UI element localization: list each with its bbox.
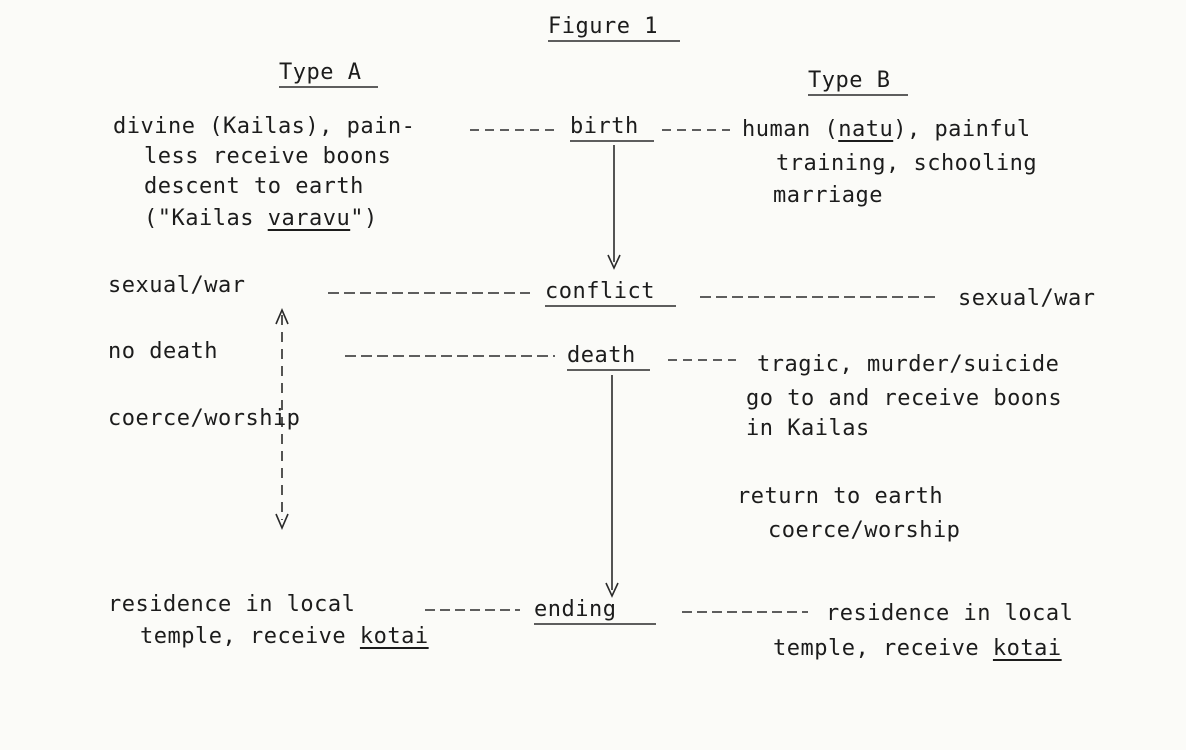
node-ending: ending xyxy=(534,597,617,622)
node-death: death xyxy=(567,343,636,368)
typeB-birth-line2: training, schooling xyxy=(776,151,1038,176)
typeB-birth-line1-pre: human ( xyxy=(742,117,839,142)
typeA-birth-line2: less receive boons xyxy=(144,144,392,169)
typeA-conflict: sexual/war xyxy=(108,273,246,298)
typeB-return-line2: coerce/worship xyxy=(768,518,961,543)
type-b-label: Type B xyxy=(808,68,891,93)
typeA-death: no death xyxy=(108,339,218,364)
typeA-birth-line4 xyxy=(144,204,378,234)
term-kotai-a: kotai xyxy=(359,624,429,649)
typeB-death-line1: tragic, murder/suicide xyxy=(757,352,1060,377)
typeB-death-line3: in Kailas xyxy=(746,416,870,441)
typeA-birth-line4-post: ") xyxy=(350,206,378,231)
term-natu: natu xyxy=(838,117,894,142)
typeA-death-extra: coerce/worship xyxy=(108,406,301,431)
typeB-birth-line3: marriage xyxy=(773,183,883,208)
node-conflict: conflict xyxy=(545,279,655,304)
typeB-birth-line1 xyxy=(742,115,1031,145)
typeB-return-line1: return to earth xyxy=(737,484,944,509)
arrowhead-typeA-down xyxy=(276,514,288,528)
typeB-death-line2: go to and receive boons xyxy=(746,386,1063,411)
typeA-birth-line3: descent to earth xyxy=(144,174,364,199)
typeA-birth-line4-pre: ("Kailas xyxy=(144,206,268,231)
typeB-ending-line2 xyxy=(773,634,1062,664)
typeA-birth-line1: divine (Kailas), pain- xyxy=(113,114,416,139)
typeA-ending-line1: residence in local xyxy=(108,592,356,617)
typeA-ending-line2-pre: temple, receive xyxy=(140,624,360,649)
node-birth: birth xyxy=(570,114,639,139)
typeB-conflict: sexual/war xyxy=(958,286,1096,311)
type-a-label: Type A xyxy=(279,60,362,85)
typeB-ending-line1: residence in local xyxy=(826,601,1074,626)
typeB-birth-line1-post: ), painful xyxy=(893,117,1031,142)
typeB-ending-line2-pre: temple, receive xyxy=(773,636,993,661)
typeA-ending-line2 xyxy=(140,622,429,652)
term-varavu: varavu xyxy=(267,206,351,231)
figure-title: Figure 1 xyxy=(548,14,658,39)
term-kotai-b: kotai xyxy=(992,636,1062,661)
